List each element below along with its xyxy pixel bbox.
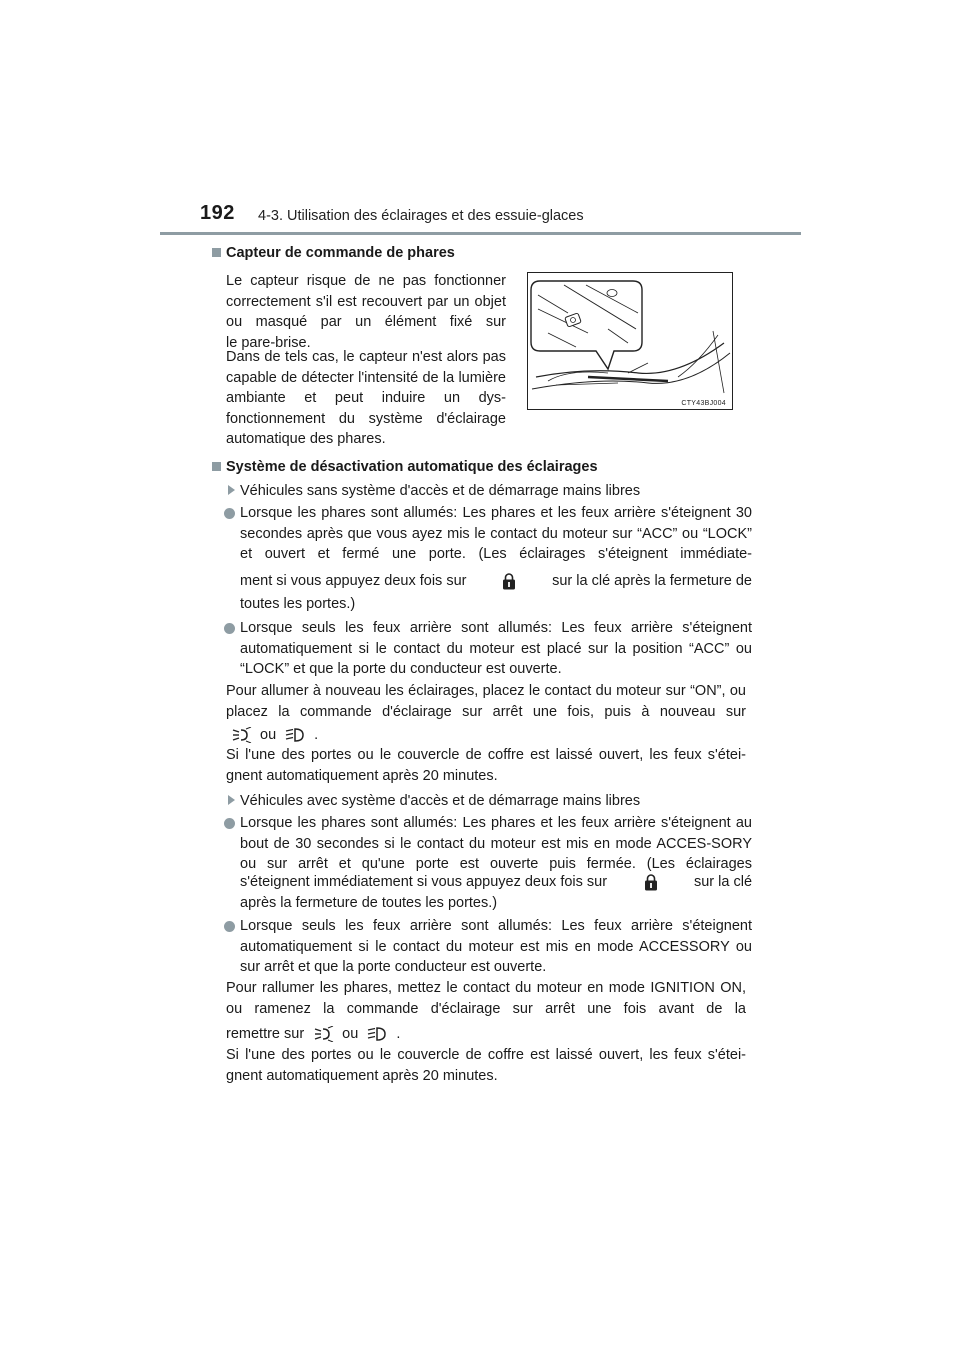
paragraph: Si l'une des portes ou le couvercle de coffre est laissé ouvert, les feux s'étei- gnent automatiquement après 20 minutes. [226, 747, 746, 784]
lock-icon [499, 571, 519, 591]
auto-light-icon [230, 727, 252, 743]
section-heading-auto-off [212, 459, 598, 475]
bullet-line-with-icon: ment si vous appuyez deux fois sur sur la clé après la fermeture de [240, 571, 752, 592]
windshield-sensor-drawing [528, 273, 733, 410]
auto-light-icon [312, 1026, 334, 1042]
list-item: Lorsque seuls les feux arrière sont allumés: Les feux arrière s'éteignent automatiquement si le contact du moteur est placé sur la position “ACC” ou “LOCK” et que la porte du conducteur est ouverte. [224, 618, 752, 680]
bullet-line-with-icon: s'éteignent immédiatement si vous appuyez deux fois sur sur la clé [240, 872, 752, 893]
circle-bullet-icon [224, 921, 235, 932]
section-title: 4-3. Utilisation des éclairages et des essuie-glaces [258, 208, 584, 224]
paragraph-icons-line: remettre sur ou . [226, 1026, 401, 1042]
lock-icon [641, 872, 661, 892]
illustration-code: CTY43BJ004 [681, 400, 726, 407]
group-title-without-smart-key: Véhicules sans système d'accès et de démarrage mains libres [228, 481, 640, 502]
list-item: Lorsque les phares sont allumés: Les phares et les feux arrière s'éteignent 30 secondes après que vous ayez mis le contact du moteur sur “ACC” ou “LOCK” et ouvert et fermé une porte. (Les éclairages s'éteignent immédiate- [224, 503, 752, 565]
header-divider [160, 232, 801, 235]
heading-text: Système de désactivation automatique des éclairages [226, 459, 598, 475]
heading-text: Capteur de commande de phares [226, 245, 455, 261]
bullet-line: après la fermeture de toutes les portes.) [240, 895, 498, 911]
circle-bullet-icon [224, 508, 235, 519]
list-item: Lorsque seuls les feux arrière sont allumés: Les feux arrière s'éteignent automatiquement si le contact du moteur est mis en mode ACCESSORY ou sur arrêt et que la porte conducteur est ouverte. [224, 916, 752, 978]
paragraph-icons-line: ou . [230, 725, 318, 746]
headlight-icon [366, 1026, 388, 1042]
sensor-paragraph-2: Dans de tels cas, le capteur n'est alors pas capable de détecter l'intensité de la lumière ambiante et peut induire un dys-fonctionnement du système d'éclairage automatique des phares. [226, 349, 506, 447]
sensor-paragraph-1: Le capteur risque de ne pas fonctionner correctement s'il est recouvert par un objet ou masqué par un élément fixé sur le pare-brise. [226, 273, 506, 351]
paragraph: Pour rallumer les phares, mettez le contact du moteur en mode IGNITION ON, ou ramenez la commande d'éclairage sur arrêt une fois avant de la [226, 980, 746, 1017]
paragraph: Si l'une des portes ou le couvercle de coffre est laissé ouvert, les feux s'étei- gnent automatiquement après 20 minutes. [226, 1047, 746, 1084]
square-bullet-icon [212, 462, 221, 471]
circle-bullet-icon [224, 818, 235, 829]
bullet-line: toutes les portes.) [240, 596, 356, 612]
paragraph: Pour allumer à nouveau les éclairages, placez le contact du moteur sur “ON”, ou placez la commande d'éclairage sur arrêt une fois, puis à nouveau sur [226, 683, 746, 720]
circle-bullet-icon [224, 623, 235, 634]
group-title-with-smart-key: Véhicules avec système d'accès et de démarrage mains libres [228, 791, 640, 812]
section-heading-sensor [212, 245, 455, 261]
square-bullet-icon [212, 248, 221, 257]
page-number: 192 [200, 202, 235, 224]
triangle-bullet-icon [228, 795, 235, 805]
list-item: Lorsque les phares sont allumés: Les phares et les feux arrière s'éteignent au bout de 30 secondes si le contact du moteur est mis en mode ACCES-SORY ou sur arrêt et qu'une porte est ouverte puis fermée. (Les éclairages [224, 813, 752, 875]
triangle-bullet-icon [228, 485, 235, 495]
sensor-illustration [527, 272, 733, 410]
headlight-icon [284, 727, 306, 743]
